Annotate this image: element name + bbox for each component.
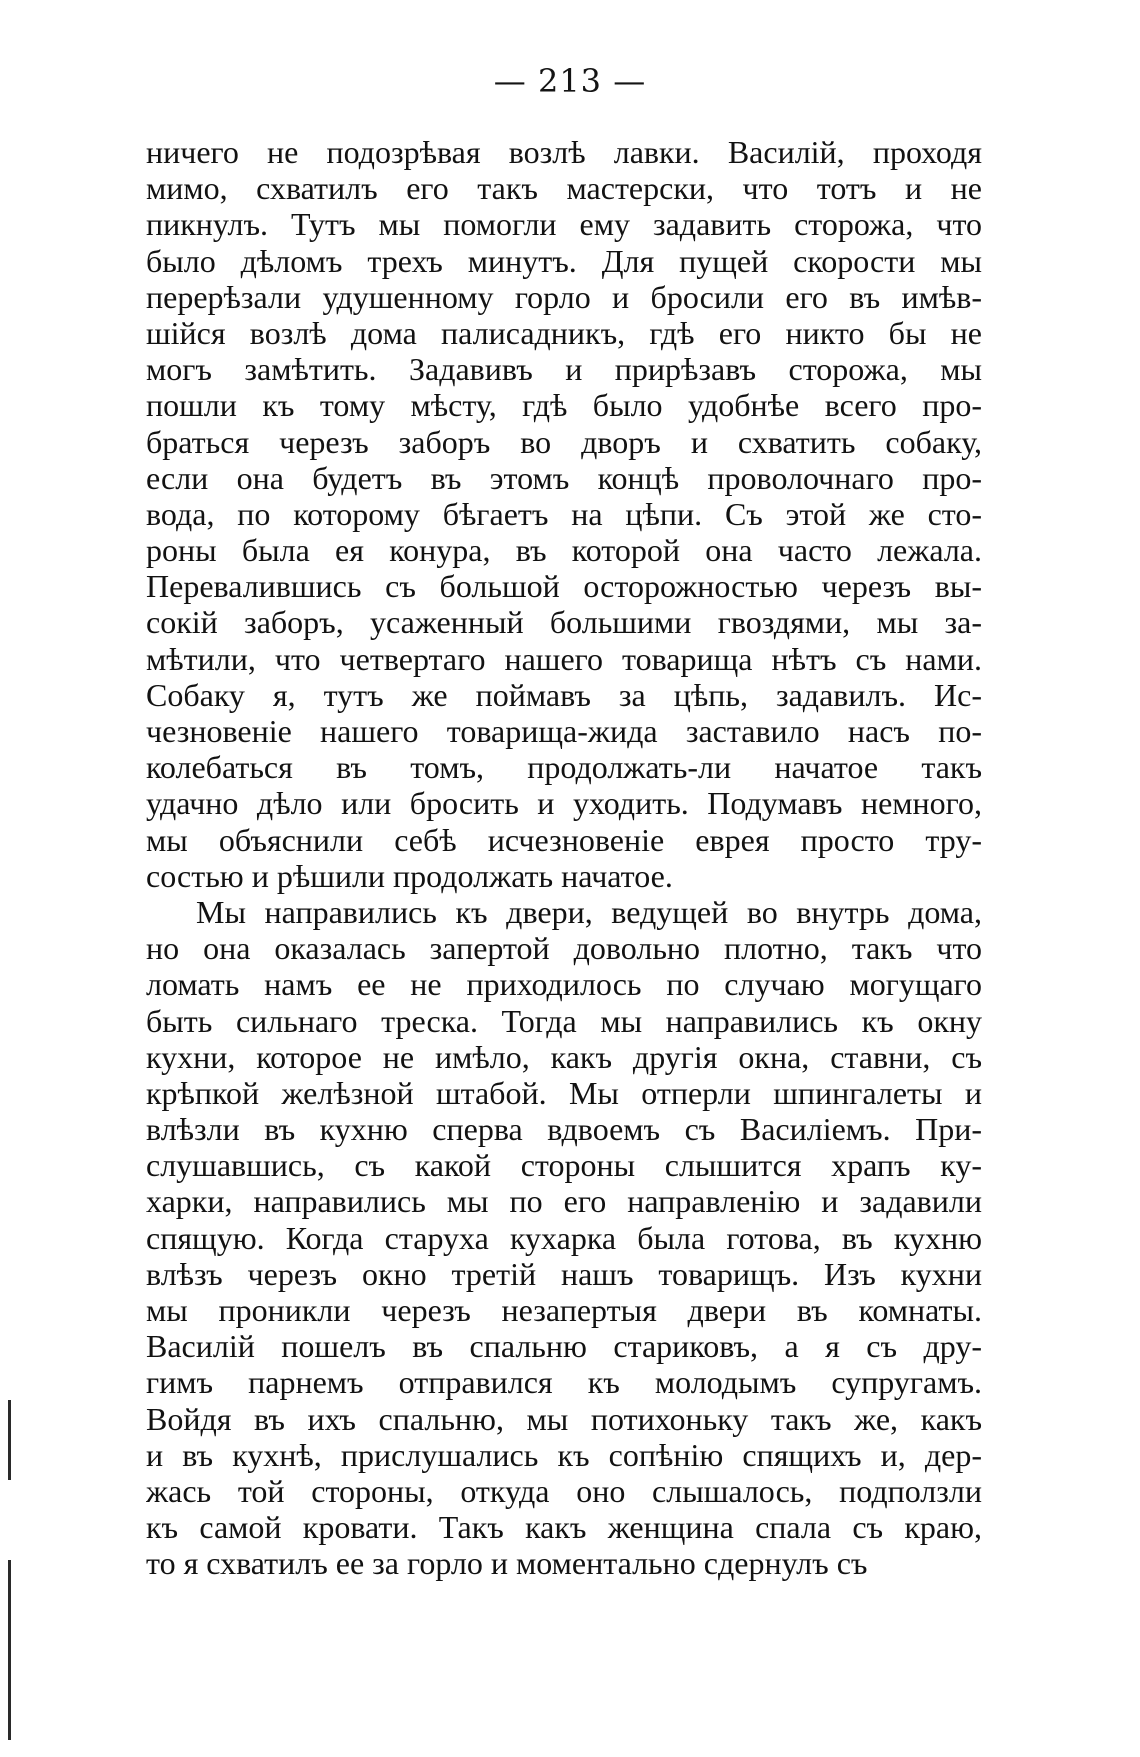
text-line: перерѣзали удушенному горло и бросили его въ имѣв- bbox=[146, 278, 982, 315]
text-line: жась той стороны, откуда оно слышалось, подползли bbox=[146, 1472, 982, 1509]
paragraph bbox=[146, 894, 982, 1582]
text-line: браться черезъ заборъ во дворъ и схватить собаку, bbox=[146, 423, 982, 460]
text-line: Войдя въ ихъ спальню, мы потихоньку такъ же, какъ bbox=[146, 1400, 982, 1437]
text-line: состью и рѣшили продолжать начатое. bbox=[146, 857, 673, 894]
page-number: — 213 — bbox=[493, 62, 647, 100]
text-line: мы объяснили себѣ исчезновеніе еврея просто тру- bbox=[146, 821, 982, 858]
text-line: влѣзли въ кухню сперва вдвоемъ съ Василіемъ. При- bbox=[146, 1111, 982, 1148]
text-line: кухни, которое не имѣло, какъ другія окна, ставни, съ bbox=[146, 1038, 982, 1075]
text-line: если она будетъ въ этомъ концѣ проволочнаго про- bbox=[146, 459, 982, 496]
text-line: вода, по которому бѣгаетъ на цѣпи. Съ этой же сто- bbox=[146, 495, 982, 532]
text-line: къ самой кровати. Такъ какъ женщина спала съ краю, bbox=[146, 1509, 982, 1546]
text-line: влѣзъ черезъ окно третій нашъ товарищъ. Изъ кухни bbox=[146, 1255, 982, 1292]
paragraph bbox=[146, 134, 982, 894]
text-line: Перевалившись съ большой осторожностью черезъ вы- bbox=[146, 568, 982, 605]
text-line: харки, направились мы по его направленію и задавили bbox=[146, 1183, 982, 1220]
text-line: быть сильнаго треска. Тогда мы направились къ окну bbox=[146, 1002, 982, 1039]
text-line: пошли къ тому мѣсту, гдѣ было удобнѣе всего про- bbox=[146, 387, 982, 424]
text-line: слушавшись, съ какой стороны слышится храпъ ку- bbox=[146, 1147, 982, 1184]
text-line: спящую. Когда старуха кухарка была готова, въ кухню bbox=[146, 1219, 982, 1256]
text-line: колебаться въ томъ, продолжать-ли начатое такъ bbox=[146, 749, 982, 786]
text-line: шійся возлѣ дома палисадникъ, гдѣ его никто бы не bbox=[146, 314, 982, 351]
text-line: и въ кухнѣ, прислушались къ сопѣнію спящихъ и, дер- bbox=[146, 1436, 982, 1473]
text-line: ломать намъ ее не приходилось по случаю могущаго bbox=[146, 966, 982, 1003]
text-line: Собаку я, тутъ же поймавъ за цѣпь, задавилъ. Ис- bbox=[146, 676, 982, 713]
body-text bbox=[146, 134, 982, 1582]
text-line: сокій заборъ, усаженный большими гвоздями, мы за- bbox=[146, 604, 982, 641]
text-line: мимо, схватилъ его такъ мастерски, что тотъ и не bbox=[146, 170, 982, 207]
scan-edge-mark bbox=[8, 1400, 11, 1480]
text-line: роны была ея конура, въ которой она часто лежала. bbox=[146, 532, 982, 569]
text-line: то я схватилъ ее за горло и моментально сдернулъ съ bbox=[146, 1545, 868, 1582]
text-line: мѣтили, что четвертаго нашего товарища нѣтъ съ нами. bbox=[146, 640, 982, 677]
text-line: чезновеніе нашего товарища-жида заставило насъ по- bbox=[146, 713, 982, 749]
text-line: Мы направились къ двери, ведущей во внутрь дома, bbox=[196, 893, 982, 930]
text-line: крѣпкой желѣзной штабой. Мы отперли шпингалеты и bbox=[146, 1074, 982, 1111]
text-line: было дѣломъ трехъ минутъ. Для пущей скорости мы bbox=[146, 242, 982, 279]
text-line: но она оказалась запертой довольно плотно, такъ что bbox=[146, 930, 982, 967]
text-line: ничего не подозрѣвая возлѣ лавки. Василій, проходя bbox=[146, 134, 982, 170]
text-line: гимъ парнемъ отправился къ молодымъ супругамъ. bbox=[146, 1364, 982, 1401]
text-line: пикнулъ. Тутъ мы помогли ему задавить сторожа, что bbox=[146, 206, 982, 243]
text-line: мы проникли черезъ незапертыя двери въ комнаты. bbox=[146, 1292, 982, 1328]
scan-edge-mark bbox=[8, 1560, 11, 1740]
text-line: Василій пошелъ въ спальню стариковъ, а я съ дру- bbox=[146, 1328, 982, 1365]
text-line: удачно дѣло или бросить и уходить. Подумавъ немного, bbox=[146, 785, 982, 822]
text-line: могъ замѣтить. Задавивъ и прирѣзавъ сторожа, мы bbox=[146, 351, 982, 388]
